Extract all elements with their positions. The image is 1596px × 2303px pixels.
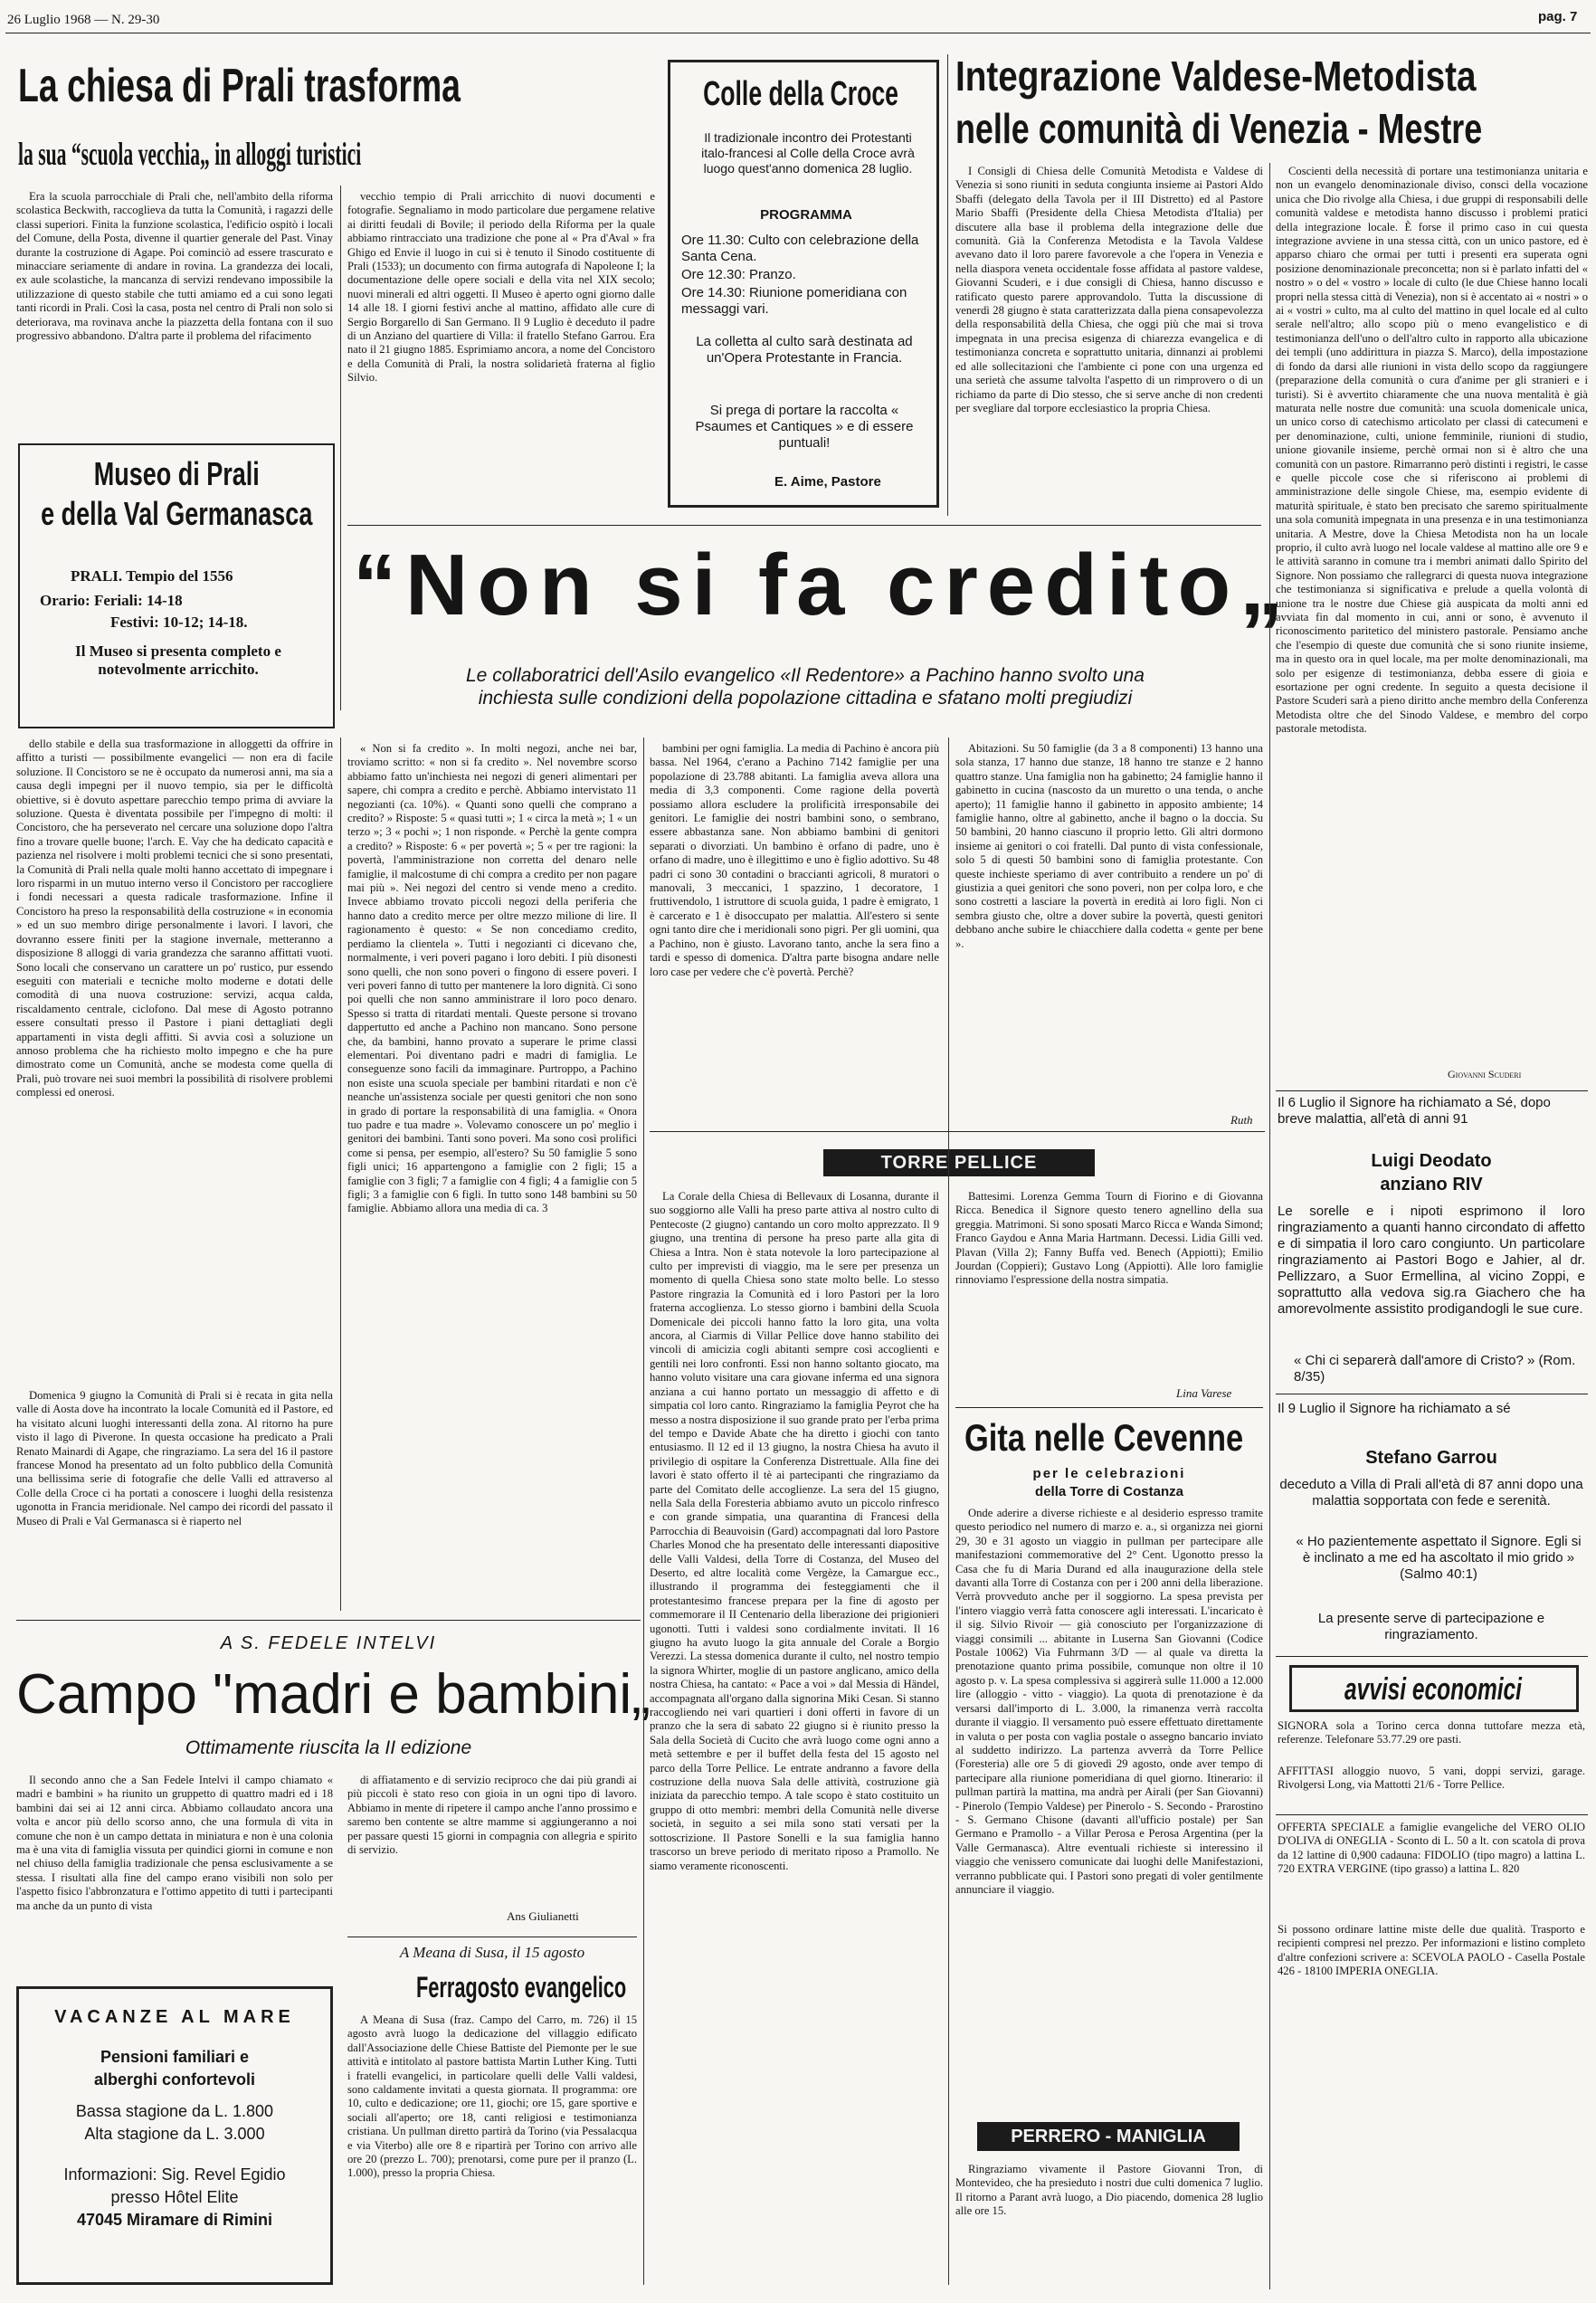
colle-program-item-1: Ore 11.30: Culto con celebrazione della Santa Cena. bbox=[681, 233, 919, 264]
meana-text: A Meana di Susa (fraz. Campo del Carro, m. 726) il 15 agosto avrà luogo la dedicazione del villaggio edificato dall'Associazione delle Chiese Battiste del Piemonte per le sue attività e intitolato al pastore battista Martin Luther King. Tutti i fratelli evangelici, in particolare quelli delle Valli valdesi, sono caldamente invitati a questa giornata. Il programma: ore 10, culto e dedicazione; ore 11, giochi; ore 15, gare sportive e sociali all'aperto; ore 18, canti religiosi e testimonianza cristiana. Un pullman diretto partirà da Torino (via Pessalacqua e via Viterbo) alle ore 8 e ripartirà per Torino con arrivo alle ore 20 (prezzo L. 700); prenotarsi, come pure per il pranzo (L. 1.000), presso la propria Chiesa. bbox=[347, 2013, 637, 2180]
vacanze-box bbox=[16, 1986, 333, 2285]
avvisi-ad-1: SIGNORA sola a Torino cerca donna tuttofare mezza età, referenze. Telefonare 53.77.29 ore pasti. bbox=[1278, 1719, 1585, 1746]
fedele-top-rule bbox=[16, 1620, 641, 1621]
fedele-column-1: Il secondo anno che a San Fedele Intelvi il campo chiamato « madri e bambini » ha riunito un gruppetto di quattro madri ed i 18 bambini dai sei ai 12 anni circa. Abbiamo collaudato ancora una volta e ancor più dello scorso anno, che una formula di vita in comune che non è un campo dettata in miniatura e non è una colonia ma è una vita di famiglia vissuta per quindici giorni in comune e non nel chiuso della famiglia tradizionale che pensa esclusivamente a se stessa. I risultati alla fine del campo erano visibili non solo per l'aspetto fisico l'abbronzatura e l'ottimo appetito di tutti i partecipanti ma anche da un punto di vista bbox=[16, 1774, 333, 1912]
credito-top-rule bbox=[347, 525, 1261, 526]
prali-column-2: vecchio tempio di Prali arricchito di nuovi documenti e fotografie. Segnaliamo in modo particolare due pergamene relative ai diritti feudali di Bovile; il periodo della Riforma per la quale abbiamo rintracciato una tradizione che pone al « Pra d'Aval » fra Ghigo ed Envie il luogo in cui si è tenuto il Sinodo costituente di Prali (1533); un documento con firma autografa di Napoleone I; la documentazione delle opere sociali e della vita nel XIX secolo; nuovi minerali ed altri oggetti. Il Museo è aperto ogni giorno dalle 14 alle 18. I giorni festivi anche al mattino, affidato alle cure di Sergio Borgarello di San Germano. Il 9 Luglio è deceduto il padre di un Anziano del quartiere di Villa: il fratello Stefano Garrou. Era nato il 21 giugno 1885. Esprimiamo ancora, a nome del Concistoro e della Comunità di Prali, la nostra solidarietà fraterna al figlio Silvio. bbox=[347, 190, 655, 385]
museo-place: PRALI. Tempio del 1556 bbox=[71, 567, 233, 585]
avvisi-rule bbox=[1276, 1814, 1588, 1815]
colle-intro: Il tradizionale incontro dei Protestanti italo-francesi al Colle della Croce avrà luogo quest'anno domenica 28 luglio. bbox=[701, 130, 915, 176]
integrazione-signature: Giovanni Scuderi bbox=[1448, 1068, 1522, 1080]
colle-box bbox=[668, 60, 939, 508]
fedele-signature: Ans Giulianetti bbox=[507, 1909, 579, 1923]
column-rule-6 bbox=[340, 738, 341, 1611]
gita-subtitle-1: per le celebrazioni bbox=[1032, 1466, 1186, 1481]
column-rule-2 bbox=[947, 54, 948, 516]
credito-column-2: bambini per ogni famiglia. La media di Pachino è ancora più bassa. Nel 1964, c'erano a Pachino 7142 famiglie per una popolazione di 23.788 abitanti. La famiglia aveva allora una media di 3,3 componenti. Come ragione della povertà possiamo allora escludere la prolificità irresponsabile dei genitori. Le famiglie dei nostri bambini sono, o sembrano, essere abbastanza sane. Non abbiamo bambini di genitori separati o divorziati. Un bambino è orfano di padre, uno è orfano di madre, uno è illegittimo e uno è figlio adottivo. Su 48 padri ci sono 30 contadini o braccianti agricoli, 8 muratori o manovali, 3 meccanici, 1 spazzino, 1 decoratore, 1 fruttivendolo, 1 istruttore di scuola guida, 1 padre è emigrato, 1 è carcerato e 1 è disoccupato per malattia. All'estero si sente ogni tanto dire che i meridionali sono pigri. Per gli uomini, qua a Pachino, non è giusto. Lavorano tanto, anche la sera fino a tardi e spesso di domenica. D'altra parte bisogna andare nelle loro case per vedere che c'è povertà. Perchè? bbox=[650, 742, 939, 978]
colle-title: Colle della Croce bbox=[703, 75, 898, 113]
colle-request: Si prega di portare la raccolta « Psaumes et Cantiques » e di essere puntuali! bbox=[695, 403, 914, 451]
avvisi-header bbox=[1289, 1665, 1579, 1712]
vacanze-line-3: Bassa stagione da L. 1.800 bbox=[75, 2102, 274, 2120]
prali-column-1c: Domenica 9 giugno la Comunità di Prali si è recata in gita nella valle di Aosta dove ha incontrato la locale Comunità ed il Pastore, ed ha visitato alcuni luoghi interessanti della zona. Al ritorno ha pure visto il lago di Piverone. In questa occasione ha predicato a Prali Renato Mainardi di Agape, che ringraziamo. La sera del 16 il pastore francese Monod ha presentato ad un folto pubblico della Comunità una bellissima serie di fotografie che delle Valli ed attraverso al Colle della Croce ci ha portati a conoscere i luoghi della resistenza ugonotta in Francia meridionale. Nel campo dei ricordi del passato il Museo di Prali e Val Germanasca si è riaperto nel bbox=[16, 1389, 333, 1527]
avvisi-ad-2: AFFITTASI alloggio nuovo, 5 vani, doppi servizi, garage. Rivolgersi Long, via Mattotti 21/6 - Torre Pellice. bbox=[1278, 1765, 1585, 1792]
obit-verse-1: « Chi ci separerà dall'amore di Cristo? » (Rom. 8/35) bbox=[1294, 1353, 1576, 1385]
credito-subtitle-1: Le collaboratrici dell'Asilo evangelico «Il Redentore» a Pachino hanno svolto una bbox=[466, 665, 1145, 686]
integrazione-column-2: Coscienti della necessità di portare una testimonianza unitaria e non un evangelo denominazionale diviso, consci della vocazione unica che Dio rivolge alla Chiesa, i due gruppi di responsabili delle comunità valdese e metodista hanno discusso i problemi pratici della integrazione locale. È forse il primo caso in cui questa integrazione avviene in una stessa città, con un unico pastore, ed è apparso chiaro che ormai per tutti i presenti era superata ogni posizione denominazionale preconcetta; non si è parlato infatti del « nostro » o del « vostro » locale di culto (le due Chiese hanno locali propri nella stessa città di Venezia), non si è accentato ai « nostri » o ai « vostri » culto, ma al culto del mattino in quel locale ed al culto serale nell'altro; allo scopo più o meno evangelistico e di testimonianza dell'uno o dell'altro culto in rapporto alla ubicazione dei templi (uno addirittura in piazza S. Marco), della impostazione di fondo da darsi alle riunioni in vista dello scopo da raggiungere (preparazione della comunità o cura d'anime per gli stranieri e i turisti). Si è avvertito chiaramente che una nuova mentalità è già maturata nelle nostre due comunità: una scuola domenicale unica, un unico corso di catechismo articolato per classi di catecumeni e per denominazione, culti, unione femminile, riunioni di studio, unione giovanile insieme, perchè ormai non si è altro che una comunità con un pastore. Rimarranno però distinti i registri, le casse e quelle piccole cose che si riferiscono ai problemi di amministrazione delle singole Chiese, ma, esempio evidente di maturità spirituale, è stato ben precisato che saremo spiritualmente una sola comunità impegnata in una presenza e in una testimonianza unitaria. A Mestre, dove la Chiesa Metodista non ha un locale proprio, il culto avrà luogo nel locale valdese al mattino alle ore 9 e le attività saranno in comune tra i membri animati dallo Spirito del Signore. Non possiamo che rallegrarci di questa nuova integrazione che testimonianza si significativa e prelude a quella volontà di unione tra le nostre due Chiese già auspicata da molti anni ed avviata fin dal momento in cui, anni or sono, è avvenuto il riconoscimento paritetico del ministero pastorale. Pensiamo anche che l'esempio di queste due comunità che si sono riunite insieme, ma in questo ora in quel locale, ma per molte denominazionali, ma solo per esigenze di testimonianza, debba essere di gioia e esortazione per ogni credente. In seguito a questa decisione il Pastore Scuderi sarà a pieno diritto anche membro della Conferenza Metodista oltre che del Sinodo Valdese, e membro del corpo pastorale metodista. bbox=[1276, 165, 1588, 736]
avvisi-ad-4: Si possono ordinare lattine miste delle due qualità. Trasporto e recipienti compresi nel prezzo. Per informazioni e listino completo d'altre confezioni scrivere a: SCEVOLA PAOLO - Casella Postale 426 - 18100 IMPERIA ONEGLIA. bbox=[1278, 1923, 1585, 1978]
colle-collect: La colletta al culto sarà destinata ad un'Opera Protestante in Francia. bbox=[696, 334, 913, 366]
obit-role-1: anziano RIV bbox=[1380, 1175, 1483, 1194]
column-rule-3 bbox=[1269, 163, 1270, 2289]
museo-note: Il Museo si presenta completo e notevolmente arricchito. bbox=[75, 642, 281, 678]
column-rule-4 bbox=[643, 738, 644, 2285]
credito-column-1: « Non si fa credito ». In molti negozi, anche nei bar, troviamo scritto: « non si fa credito ». Nel novembre scorso abbiamo fatto un'inchiesta nei negozi di generi alimentari per sapere, chi compra a credito e perchè. Abbiamo intervistato 11 negozianti (ca. 10%). « Quanti sono quelli che comprano a credito? » Risposte: 5 « quasi tutti »; 1 « circa la metà »; 1 « un terzo »; 3 « pochi »; 1 non risponde. « Perchè la gente compra a credito? » Risposte: 6 « per povertà »; 5 « per tre ragioni: la povertà, l'amministrazione non corretta del denaro nelle famiglie, il malcostume di chi compra a credito per non pagare mai più ». Nei negozi del centro si vende meno a credito. Invece abbiamo trovato piccoli negozi della periferia che hanno dato a credito merce per oltre mezzo milione di lire. Il ragionamento è questo: « Se non concediamo credito, perdiamo la clientela ». Tutti i negozianti ci dicevano che, normalmente, i veri poveri pagano i loro debiti. I più disonesti sono quelli, che non sono poveri o fingono di essere poveri. I veri poveri fanno di tutto per mantenere la loro dignità. Ci sono poi quelli che non sanno amministrare il loro poco denaro. Spesso si tratta di ritardati mentali. Queste persone si trovano dappertutto ed anche a Pachino non mancano. Sono persone che, da bambini, hanno provato a superare le prime classi elementari. Poi diventano padri e madri di famiglia. Le conseguenze sono facili da immaginare. Purtroppo, a Pachino non esiste una scuola speciale per bambini ritardati e non c'è neanche un'assistenza sociale per questi genitori che non sono in grado di portare la responsabilità di una famiglia. « Onora tuo padre e tua madre ». Volevamo conoscere un po' meglio i genitori dei bambini. Tanti sono poveri. Ma sono così prolifici come si pensa, per esempio, all'estero? Su 50 famiglie 5 sono figli unici; 16 appartengono a famiglie con 2 figli; 15 a famiglie con 3 figli; 7 a famiglie con 4 figli; 4 a famiglie con 5 figli; 3 a famiglie con 6 figli. In tutto sono 148 bambini su 50 famiglie. Abbiamo allora una media di ca. 3 bbox=[347, 742, 637, 1215]
obit-name-2: Stefano Garrou bbox=[1365, 1448, 1497, 1468]
museo-box bbox=[18, 443, 335, 728]
gita-text: Onde aderire a diverse richieste e al desiderio espresso tramite questo periodico nel numero di marzo e. a., si organizza nei giorni 29, 30 e 31 agosto un viaggio in pullman per partecipare alle manifestazioni commemorative del 2° Cent. Ugonotto presso la Casa che fu di Maria Durand ed alla inaugurazione della stele davanti alla Torre di Costanza con per i 200 anni della liberazione. Verrà provveduto anche per il soggiorno. La spesa prevista per l'intero viaggio verrà fatta conoscere agli interessati. L'incaricato è il sig. Silvio Rivoir — già conosciuto per l'organizzazione di viaggi consimili ... abitante in Luserna San Giovanni (Codice Postale 10062) Via Fuhrmann 3/D — al quale va diretta la prenotazione quanto prima possibile, comunque non oltre il 10 agosto p. v. La spesa complessiva si aggirerà sulle 11.000 a 12.000 lire (alloggio - vitto - viaggio). La quota di prenotazione è da versarsi dall'importo di L. 3.000, la rimanenza verrà raccolta durante il viaggio. Il versamento può essere effettuato direttamente in valuta o per posta con vaglia postale o assegno bancario inviato al suddetto indirizzo. La partenza avverrà da Torre Pellice (Foresteria) alle ore 5 di giovedì 29 agosto, onde aver tempo di partecipare alla riunione pomeridiana di quel giorno. Itinerario: il pullman partirà la mattina, ma andrà per Airali (per San Giovanni) - Pinerolo (Tempio Valdese) per Pinerolo - S. Secondo - Prarostino - S. Germano Chisone (davanti all'ufficio postale) per San Germano e Pramollo - a Villar Perosa e Perosa Argentina (per la Valle Germanasca). Altre eventuali richieste si interessino il viaggio che venissero comunicate dai luoghi delle Manifestazioni, verranno pubblicate qui. I Pastori sono pregati di voler gentilmente annunciare il viaggio. bbox=[955, 1507, 1263, 1896]
obit-text-2: deceduto a Villa di Prali all'età di 87 anni dopo una malattia sopportata con fede e serenità. bbox=[1279, 1477, 1583, 1508]
torre-rule bbox=[955, 1407, 1263, 1408]
meana-dateline: A Meana di Susa, il 15 agosto bbox=[399, 1944, 585, 1961]
vacanze-line-5: Informazioni: Sig. Revel Egidio bbox=[63, 2165, 286, 2184]
obit-text-1: Le sorelle e i nipoti esprimono il loro ringraziamento a quanti hanno circondato di affetto e di simpatia il loro caro congiunto. Un particolare ringraziamento ai Pastori Bogo e Jahier, al dr. Pellizzaro, a Suor Ermellina, al vicino Zoppi, e soprattutto alla vedova sig.ra Giachero che ha amorevolmente assistito prodigandogli le sue cure. bbox=[1278, 1204, 1585, 1317]
perrero-title-bar bbox=[977, 2122, 1240, 2151]
torre-title: TORRE PELLICE bbox=[880, 1153, 1038, 1173]
credito-subtitle-2: inchiesta sulle condizioni della popolazione cittadina e sfatano molti pregiudizi bbox=[478, 688, 1133, 709]
page-date: 26 Luglio 1968 — N. 29-30 bbox=[7, 13, 160, 27]
fedele-column-2: di affiatamento e di servizio reciproco che dai più grandi ai più piccoli è stato reso con gioia in un ogni tipo di lavoro. Abbiamo in mente di ripetere il campo anche l'anno prossimo e saremo ben contente se altre mamme si aggiungeranno a noi per passare questi 15 giorni in compagnia con allegria e spirito di servizio. bbox=[347, 1774, 637, 1857]
integrazione-title-2: nelle comunità di Venezia - Mestre bbox=[955, 105, 1483, 152]
fedele-kicker: A S. FEDELE INTELVI bbox=[220, 1633, 437, 1653]
meana-title: Ferragosto evangelico bbox=[416, 1971, 627, 2003]
avvisi-title: avvisi economici bbox=[1344, 1672, 1522, 1707]
museo-title-2: e della Val Germanasca bbox=[41, 495, 313, 532]
integrazione-title-1: Integrazione Valdese-Metodista bbox=[955, 52, 1477, 100]
vacanze-line-1: Pensioni familiari e bbox=[100, 2048, 250, 2066]
obit-verse-2: « Ho pazientemente aspettato il Signore. Egli si è inclinato a me ed ha ascoltato il mio grido » (Salmo 40:1) bbox=[1296, 1534, 1582, 1582]
torre-column-1: La Corale della Chiesa di Bellevaux di Losanna, durante il suo soggiorno alle Valli ha preso parte attiva al nostro culto di Pentecoste (2 giugno) cantando un coro molto apprezzato. Il 9 giugno, una trentina di persone ha preso parte alla gita di Chiesa a Intra. Non è stata notevole la loro partecipazione al culto per imprevisti di viaggio, ma le sere per presenza un momento di quella Chiesa sono state molto belle. Lo stesso Pastore ringrazia la Comunità ed i loro Pastori per la loro fraterna accoglienza. Lo stesso giorno i bambini della Scuola Domenicale dei piccoli hanno fatto la loro gita, una volta ancora, al Ciarmis di Villar Pellice dove hanno stabilito dei vincoli di amicizia cogli abitanti sempre così accoglienti e gentili nei loro confronti. Essi non hanno soltanto giocato, ma hanno voluto visitare una cara giovane inferma ed una signora anziana a cui hanno portato un messaggio di affetto e di simpatia col loro canto. Ringraziamo la famiglia Peyrot che ha messo a nostra disposizione il suo grande prato per l'erba prima del tempo e Davide Abate che ha diretto i giochi con tanto entusiasmo. Il 12 ed il 13 giugno, la nostra Chiesa ha avuto il privilegio di ospitare la Conferenza Distrettuale. Alla fine dei lavori è stato offerto il tè ai partecipanti che ringraziamo da parte del Comitato delle accoglienze. La sera del 15 giugno, nella Sala della Foresteria abbiamo avuto un piccolo rinfresco e con grande simpatia, una quarantina di Francesi della Parrocchia di Beauvoisin (Gard) accompagnati dal loro Pastore Charles Monod che ha presentato delle interessanti diapositive delle Valli Valdesi, della Torre di Costanza, del Museo del Deserto, ed altre località come Vergèze, la Camargue ecc., illustrando il programma dei festeggiamenti che il protestantesimo francese prepara per la fine di agosto per commemorare il II Centenario della liberazione dei prigionieri ugonotti. Tutti i valdesi sono cordialmente invitati. Il 16 giugno ha avuto luogo la gita annuale del Corale a Borgio Verezzi. La stessa domenica durante il culto, nel nostro tempio la signora Whirter, moglie di un pastore anglicano, amico della nostra Chiesa, ha cantato: « Pace a voi » dal Messia di Händel, accompagnata all'organo dalla signorina Miki Cesan. Si stanno raccogliendo nei vari quartieri i doni offerti in favore di un pranzo che la sera di sabato 22 giugno si è riunito presso la Sala della Società di Cucito che avrà luogo come ogni anno a metà settembre e per il buffet della festa del 15 agosto nel parco della Torre Pellice. Le entrate andranno a favore della costruzione della nuova Sala delle attività, costruzione già iniziata da parecchio tempo. A tale scopo è stato costituito un gruppo di otto membri: membri della Comunità nelle diverse società, in seguito a sei mila sono stati versati per la sottoscrizione. Il Pastore Sonelli e la sua famiglia hanno trascorso un breve periodo di meritato riposo a Pramollo. Ne siamo veramente riconoscenti. bbox=[650, 1190, 939, 1872]
credito-column-3: Abitazioni. Su 50 famiglie (da 3 a 8 componenti) 13 hanno una sola stanza, 17 hanno due stanze, 18 hanno tre stanze e 2 hanno quattro stanze. Una famiglia non ha gabinetto; 24 famiglie hanno il gabinetto in cucina (nascosto da un muretto o una tenda, o anche aperto); 11 famiglie hanno il gabinetto in apposito ambiente; 14 famiglie hanno, oltre al gabinetto, anche il bagno o la doccia. Su 50 bambini, 20 hanno ciascuno il proprio letto. Gli altri dormono insieme ai genitori o coi fratelli. Dal punto di vista confessionale, solo 5 di questi 50 bambini sono di famiglia protestante. Con queste inchieste speriamo di aver contribuito a rendere un po' di giustizia a quei genitori che sono poveri, non per colpa loro, e che sono costretti a lasciare la povertà in eredità ai loro figli. Non ci sembra giusto che, oltre a dover subire la povertà, questi genitori debbano anche subire le chiacchiere dalla codetta « gente per bene ». bbox=[955, 742, 1263, 950]
perrero-title: PERRERO - MANIGLIA bbox=[1011, 2127, 1206, 2146]
gita-title: Gita nelle Cevenne bbox=[964, 1416, 1244, 1459]
column-rule-1 bbox=[340, 186, 341, 710]
vacanze-line-6: presso Hôtel Elite bbox=[110, 2188, 239, 2206]
prali-title: La chiesa di Prali trasforma bbox=[18, 60, 461, 112]
vacanze-line-7: 47045 Miramare di Rimini bbox=[76, 2211, 273, 2229]
museo-hours-holiday: Festivi: 10-12; 14-18. bbox=[110, 614, 248, 631]
museo-hours-weekday: Orario: Feriali: 14-18 bbox=[40, 592, 183, 609]
museo-title-1: Museo di Prali bbox=[93, 455, 260, 492]
colle-program-item-3: Ore 14.30: Riunione pomeridiana con messaggi vari. bbox=[681, 285, 907, 317]
credito-title: “Non si fa credito„ bbox=[353, 537, 1293, 633]
colle-signature: E. Aime, Pastore bbox=[774, 474, 881, 490]
obit-notice-1: Il 6 Luglio il Signore ha richiamato a Sé, dopo breve malattia, all'età di anni 91 bbox=[1278, 1095, 1551, 1127]
perrero-text: Ringraziamo vivamente il Pastore Giovanni Tron, di Montevideo, che ha presieduto i nostri due culti domenica 7 luglio. Il ritorno a Parant avrà luogo, a Dio piacendo, domenica 28 luglio alle ore 15. bbox=[955, 2163, 1263, 2218]
obit-notice-2: Il 9 Luglio il Signore ha richiamato a sé bbox=[1278, 1401, 1511, 1416]
vacanze-line-4: Alta stagione da L. 3.000 bbox=[84, 2125, 265, 2143]
colle-program-item-2: Ore 12.30: Pranzo. bbox=[681, 267, 796, 282]
page-number: pag. 7 bbox=[1538, 9, 1578, 24]
fedele-title: Campo "madri e bambini„ bbox=[16, 1663, 651, 1726]
torre-title-bar bbox=[823, 1149, 1095, 1176]
obit-rule-2 bbox=[1276, 1656, 1588, 1657]
integrazione-column-1: I Consigli di Chiesa delle Comunità Metodista e Valdese di Venezia si sono riuniti in seduta congiunta insieme ai Pastori Aldo Sbaffi (delegato della Tavola per il III Distretto) ed al Pastore Mario Sbaffi (Presidente della Chiesa Metodista d'Italia) per discutere alla base il problema della integrazione delle due comunità. Già la Conferenza Metodista e la Tavola Valdese avevano dato il loro parere favorevole a che l'opera in Venezia e nella diaspora veneta occidentale fosse affidata al pastore valdese, Giovanni Scuderi, e i due consigli di Chiesa, hanno discusso e ratificato questo parere approvandolo. Tutta la discussione di venerdì 28 giugno è stata caratterizzata dalla piena consapevolezza della responsabilità della Chiesa, che oggi più che mai si trova impegnata in una precisa esigenza di chiarezza evangelica e di testimonianza concreta e soprattutto unitaria, dinnanzi ai problemi ed alle sollecitazioni che l'ambiente ci pone con una urgenza ed una serietà che assume talvolta l'aspetto di un rimprovero o di un richiamo da parte di Dio stesso, che si serve anche di non credenti per svegliare dal torpore ecclesiastico la propria Chiesa. bbox=[955, 165, 1263, 414]
obit-closing: La presente serve di partecipazione e ringraziamento. bbox=[1317, 1611, 1545, 1642]
vacanze-line-2: alberghi confortevoli bbox=[93, 2070, 256, 2089]
torre-signature: Lina Varese bbox=[1176, 1386, 1232, 1400]
colle-program-label: PROGRAMMA bbox=[760, 207, 852, 223]
credito-bottom-rule bbox=[650, 1131, 1265, 1132]
prali-column-1b: dello stabile e della sua trasformazione in alloggetti da offrire in affitto a turisti — possibilmente evangelici — non era di facile soluzione. Il Concistoro se ne è occupato da numerosi anni, ma sia a causa degli impegni per il nuovo tempio, sia per le difficoltà obiettive, si è dovuto aspettare parecchio tempo prima di avviare la soluzione. Questa è diventata possibile per l'impegno di molti: il Concistoro, che ha perseverato nel cercare una soluzione dopo l'altra fino a trovare quelle buone; l'arch. E. Vay che ha dedicato capacità e pazienza nel risolvere i molti problemi tecnici che si sono presentati, la Comunità di Prali nella quale molti hanno accettato di impegnare i loro risparmi in un mutuo interno verso il Concistoro per raccogliere i fondi necessari a questa radicale trasformazione. Infine il Concistoro ha preso la responsabilità della costruzione « in economia » ed un suo membro dirige personalmente i lavori. I lavori, che dovranno essere finiti per la stagione invernale, metteranno a disposizione 8 alloggi di varia grandezza che saranno affittati vuoti. Sono locali che conservano un carattere un po' rustico, pur essendo eseguiti con materiali e tecniche molto moderne e dotati delle comodità di una nuova costruzione: servizi, acqua calda, riscaldamento centrale, ciclofono. Dal mese di Agosto potranno essere consultati presso il Pastore i piani dettagliati degli appartamenti in vista degli affitti. Si avvia così a soluzione un annoso problema che ha richiesto molto impegno e che ha pure dimostrato come un Comunità, anche se modesta come quella di Prali, può trovare nei suoi membri la possibilità di risolvere problemi complessi ed onerosi. bbox=[16, 738, 333, 1099]
vacanze-title: VACANZE AL MARE bbox=[54, 2007, 295, 2027]
integrazione-end-rule bbox=[1276, 1090, 1588, 1091]
credito-signature: Ruth bbox=[1230, 1113, 1253, 1127]
prali-subtitle: la sua “scuola vecchia„ in alloggi turistici bbox=[18, 136, 362, 172]
fedele-subtitle: Ottimamente riuscita la II edizione bbox=[185, 1737, 472, 1758]
obit-name-1: Luigi Deodato bbox=[1371, 1151, 1492, 1171]
column-rule-5 bbox=[948, 738, 949, 2285]
prali-column-1: Era la scuola parrocchiale di Prali che, nell'ambito della riforma scolastica Beckwith, raccoglieva da tutta la Comunità, i ragazzi delle classi superiori. Finita la funzione scolastica, l'edificio ospitò i locali del Comune, della Posta, divenne il quartier generale del Past. Vinay durante la costruzione di Agape. Poi cominciò ad essere trascurato e minacciare seriamente di andare in rovina. La grandezza dei locali, ex aule scolastiche, la mancanza di servizi rendevano impossibile la utilizzazione di questo stabile che tutti amiamo ed a cui sono legati tanti ricordi in Prali. Così la casa, posta nel centro di Prali non solo si deteriorava, ma rovinava anche la piazzetta della fontana con il suo progressivo abbandono. D'altra parte il problema del rifacimento bbox=[16, 190, 333, 343]
torre-column-2: Battesimi. Lorenza Gemma Tourn di Fiorino e di Giovanna Ricca. Benedica il Signore questo tenero agnellino della sua greggia. Matrimoni. Si sono sposati Marco Ricca e Wanda Simond; Franco Gaydou e Anna Maria Hartmann. Decessi. Lidia Gilli ved. Plavan (Villa 2); Fanny Buffa ved. Benech (Appiotti); Emilio Jourdan (Coppieri); Gustavo Long (Appiotti). Alle loro famiglie rinnoviamo l'espressione della nostra simpatia. bbox=[955, 1190, 1263, 1287]
gita-subtitle-2: della Torre di Costanza bbox=[1035, 1484, 1183, 1499]
avvisi-ad-3: OFFERTA SPECIALE a famiglie evangeliche del VERO OLIO D'OLIVA di ONEGLIA - Sconto di L. 50 a lt. con scatola di prova da 12 lattine di 0,900 cadauna: FIDOLIO (tipo magro) a lattina L. 720 EXTRA VERGINE (tipo grasso) a lattina L. 820 bbox=[1278, 1821, 1585, 1876]
